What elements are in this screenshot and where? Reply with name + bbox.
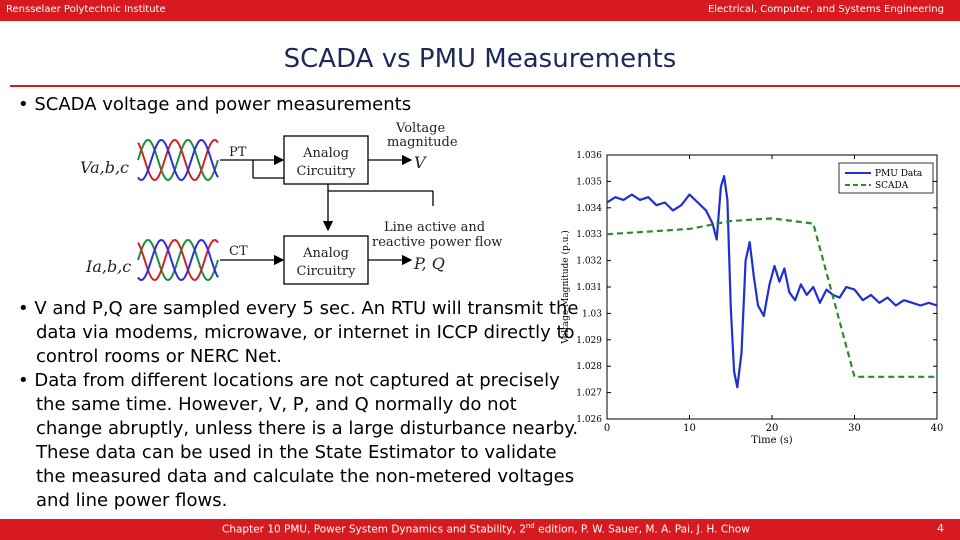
- bullet-text: Data from different locations are not captured at precisely the same time. However, V, P, and Q normally do not change abruptly, unless there is a large disturbance nearby. These data can be used in the State Estimator to validate the measured data and calculate the non-metered voltages and line power flows.: [34, 370, 579, 511]
- page-number: 4: [937, 522, 944, 535]
- line-flow-line2: reactive power flow: [372, 235, 503, 250]
- bullet-sampling: • V and P,Q are sampled every 5 sec. An RTU will transmit the data via modems, microwave, or internet in ICCP directly to control rooms or NERC Net.: [18, 298, 579, 367]
- slide-title: SCADA vs PMU Measurements: [283, 44, 677, 74]
- bullet-list: [18, 297, 583, 513]
- y-tick-label: 1.033: [576, 230, 602, 241]
- x-axis-label: Time (s): [751, 435, 793, 446]
- x-tick-label: 30: [848, 423, 861, 434]
- y-tick-label: 1.026: [576, 415, 602, 425]
- institution-name: Rensselaer Polytechnic Institute: [6, 4, 166, 15]
- legend-label: PMU Data: [875, 169, 923, 179]
- y-tick-label: 1.028: [576, 362, 602, 373]
- citation-superscript: nd: [525, 522, 535, 530]
- citation-rest: edition, P. W. Sauer, M. A. Pai, J. H. Chow: [534, 523, 750, 536]
- y-tick-label: 1.029: [576, 335, 602, 346]
- footer-citation: [222, 522, 750, 536]
- v-output-label: V: [414, 153, 426, 172]
- y-tick-label: 1.034: [576, 203, 602, 214]
- y-tick-label: 1.032: [576, 256, 602, 267]
- y-tick-label: 1.027: [576, 388, 602, 399]
- legend-label: SCADA: [875, 181, 909, 191]
- x-tick-label: 0: [603, 423, 611, 434]
- voltage-chart: [555, 147, 955, 447]
- y-tick-label: 1.035: [576, 177, 602, 188]
- pq-output-label: P, Q: [414, 254, 445, 273]
- analog-box-voltage-line1: Analog: [303, 146, 349, 161]
- line-flow-line1: Line active and: [384, 220, 486, 235]
- citation-main: Chapter 10 PMU, Power System Dynamics and Stability, 2: [222, 523, 526, 536]
- analog-box-current-line2: Circuitry: [296, 264, 356, 279]
- x-tick-label: 20: [765, 423, 779, 434]
- bullet-text: SCADA voltage and power measurements: [34, 94, 412, 115]
- voltage-waveforms: [138, 140, 218, 180]
- bullet-text: V and P,Q are sampled every 5 sec. An RTU will transmit the data via modems, microwave, or internet in ICCP directly to control rooms or NERC Net.: [34, 298, 579, 367]
- ct-label: CT: [229, 244, 248, 259]
- pt-label: PT: [229, 145, 247, 160]
- y-axis-label: Voltage Magnitude (p.u.): [561, 230, 571, 344]
- department-name: Electrical, Computer, and Systems Engineering: [707, 4, 944, 15]
- title-divider: [10, 85, 960, 87]
- footer-bar: [0, 519, 960, 540]
- header-bar: [0, 0, 960, 21]
- bullet-scada-measurements: • SCADA voltage and power measurements: [18, 94, 412, 115]
- measurement-diagram: [78, 118, 553, 288]
- voltage-label: Va,b,c: [80, 158, 129, 177]
- voltage-magnitude-line1: Voltage: [396, 121, 446, 136]
- y-tick-label: 1.03: [581, 309, 602, 320]
- bullet-timing: • Data from different locations are not captured at precisely the same time. However, V, P, and Q normally do not change abruptly, unless there is a large disturbance nearby. These data can be used in the State Estimator to validate the measured data and calculate the non-metered voltages and line power flows.: [18, 370, 579, 511]
- current-label: Ia,b,c: [86, 257, 132, 276]
- analog-box-voltage-line2: Circuitry: [296, 164, 356, 179]
- x-tick-label: 40: [930, 423, 944, 434]
- x-tick-label: 10: [683, 423, 696, 434]
- current-waveforms: [138, 240, 218, 280]
- y-tick-label: 1.036: [576, 151, 602, 161]
- y-tick-label: 1.031: [576, 283, 602, 293]
- plot-area: [607, 155, 937, 419]
- voltage-magnitude-line2: magnitude: [387, 135, 458, 150]
- analog-box-current-line1: Analog: [303, 246, 349, 261]
